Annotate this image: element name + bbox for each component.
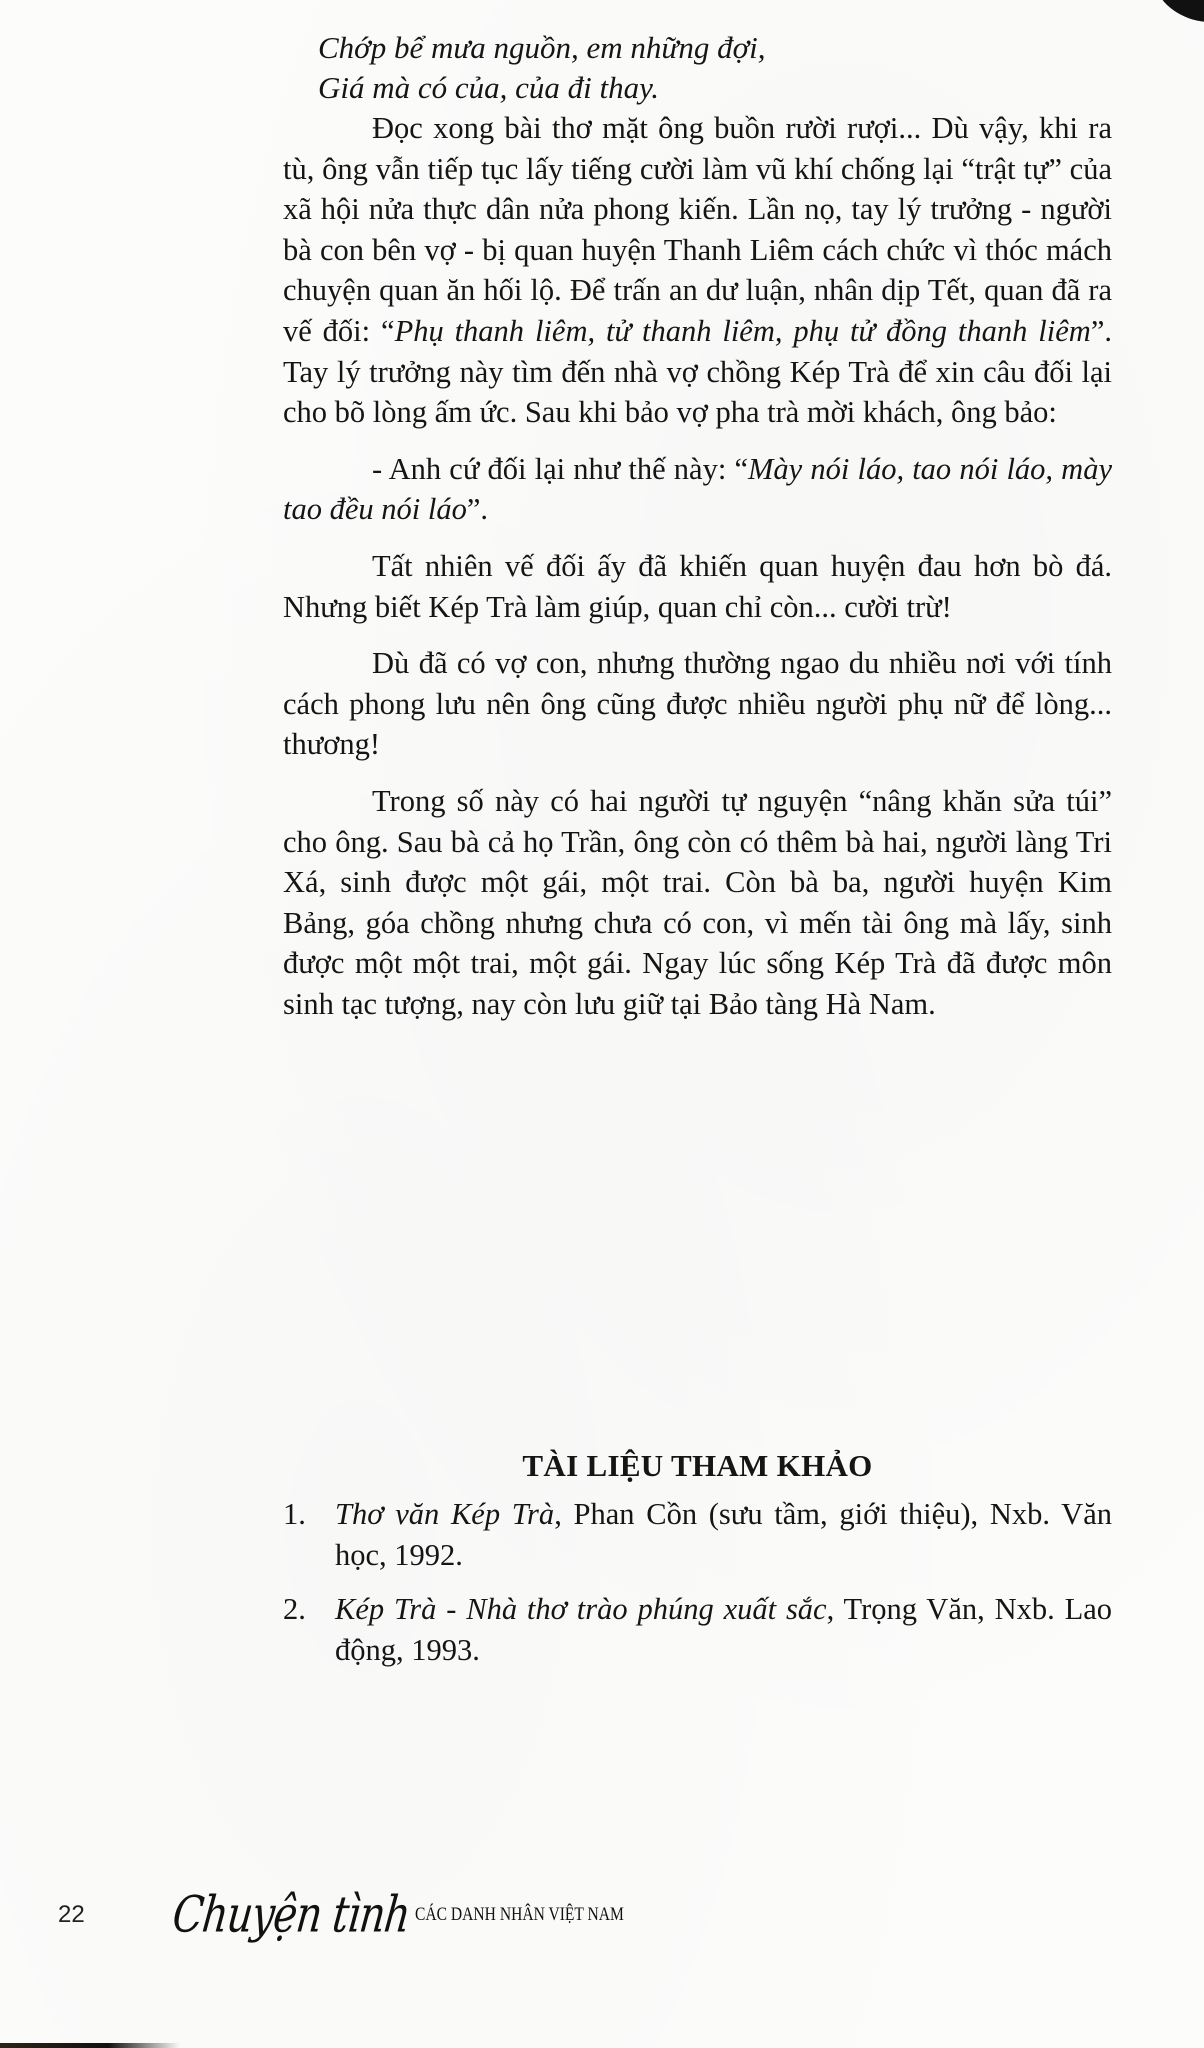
reference-text bbox=[335, 1494, 1112, 1575]
quoted-couplet: Phụ thanh liêm, tử thanh liêm, phụ tử đồng thanh liêm bbox=[394, 313, 1091, 348]
reference-text bbox=[335, 1589, 1112, 1670]
series-title-script: Chuyện tình bbox=[169, 1886, 413, 1944]
reference-details: , Phan Cồn (sưu tầm, giới thiệu), Nxb. Văn học, 1992. bbox=[335, 1497, 1112, 1572]
paragraph-text: Tất nhiên vế đối ấy đã khiến quan huyện đau hơn bò đá. Nhưng biết Kép Trà làm giúp, quan chỉ còn... cười trừ! bbox=[283, 548, 1112, 624]
reference-title: Kép Trà - Nhà thơ trào phúng xuất sắc bbox=[335, 1592, 827, 1627]
quoted-reply: Mày nói láo, tao nói láo, mày tao đều nói láo bbox=[283, 451, 1112, 527]
poem-excerpt bbox=[318, 28, 766, 108]
references-list bbox=[283, 1494, 1112, 1684]
reference-item bbox=[283, 1494, 1112, 1575]
series-title-caps: CÁC DANH NHÂN VIỆT NAM bbox=[415, 1904, 625, 1925]
paragraph bbox=[283, 781, 1112, 1025]
paragraph-text: Đọc xong bài thơ mặt ông buồn rười rượi... Dù vậy, khi ra tù, ông vẫn tiếp tục lấy tiếng cười làm vũ khí chống lại “trật tự” của xã hội nửa thực dân nửa phong kiến. Lần nọ, tay lý trưởng - người bà con bên vợ - bị quan huyện Thanh Liêm cách chức vì thóc mách chuyện quan ăn hối lộ. Để trấn an dư luận, nhân dịp Tết, quan đã ra vế đối: “ bbox=[283, 111, 1112, 348]
page-number: 22 bbox=[58, 1901, 85, 1928]
paragraph-text: Dù đã có vợ con, nhưng thường ngao du nhiều nơi với tính cách phong lưu nên ông cũng được nhiều người phụ nữ để lòng... thương! bbox=[283, 646, 1112, 762]
poem-line: Giá mà có của, của đi thay. bbox=[318, 70, 659, 105]
paragraph-text: - Anh cứ đối lại như thế này: “ bbox=[372, 451, 749, 486]
poem-line: Chớp bể mưa nguồn, em những đợi, bbox=[318, 30, 766, 65]
reference-title: Thơ văn Kép Trà bbox=[335, 1497, 555, 1531]
paragraph bbox=[283, 108, 1112, 433]
running-footer bbox=[58, 1880, 670, 1950]
reference-number: 1. bbox=[283, 1497, 306, 1531]
page-bottom-edge bbox=[0, 2043, 180, 2048]
paragraph-text: ”. Tay lý trưởng này tìm đến nhà vợ chồng Kép Trà để xin câu đối lại cho bõ lòng ấm ức. Sau khi bảo vợ pha trà mời khách, ông bảo: bbox=[283, 313, 1112, 430]
paragraph-text: ”. bbox=[466, 492, 489, 527]
references-heading: TÀI LIỆU THAM KHẢO bbox=[522, 1448, 873, 1483]
paragraph bbox=[283, 643, 1112, 765]
reference-details: , Trọng Văn, Nxb. Lao động, 1993. bbox=[335, 1592, 1113, 1667]
page-corner-shadow bbox=[1146, 0, 1204, 34]
reference-number: 2. bbox=[283, 1592, 306, 1627]
paragraph bbox=[283, 546, 1112, 627]
paragraph-text: Trong số này có hai người tự nguyện “nâng khăn sửa túi” cho ông. Sau bà cả họ Trần, ông còn có thêm bà hai, người làng Tri Xá, sinh được một gái, một trai. Còn bà ba, người huyện Kim Bảng, góa chồng nhưng chưa có con, vì mến tài ông mà lấy, sinh được một một trai, một gái. Ngay lúc sống Kép Trà đã được môn sinh tạc tượng, nay còn lưu giữ tại Bảo tàng Hà Nam. bbox=[283, 783, 1112, 1021]
reference-item bbox=[283, 1589, 1112, 1670]
paragraph-dialogue bbox=[283, 449, 1112, 530]
body-text bbox=[283, 108, 1112, 1040]
